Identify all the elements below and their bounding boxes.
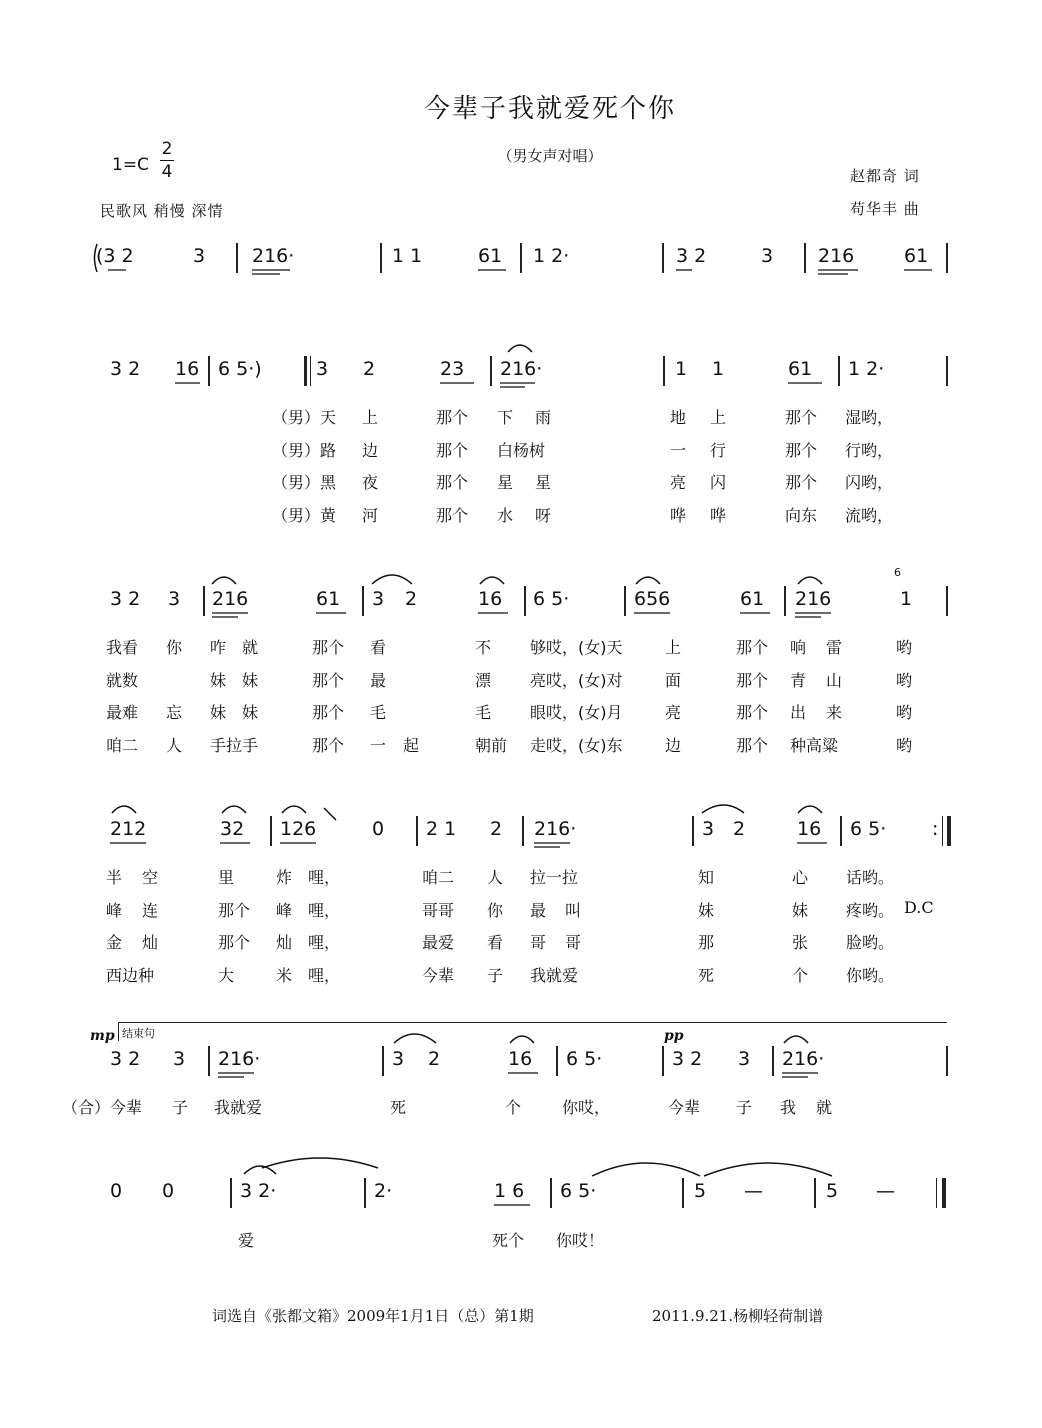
note-group: 1 6 bbox=[494, 1180, 525, 1202]
note-group: 1 bbox=[900, 588, 913, 610]
lyric: 那个 bbox=[312, 703, 345, 722]
lyric: 那个 bbox=[736, 638, 769, 657]
lyric: 咱二 bbox=[422, 868, 455, 887]
lyric: 那个 bbox=[436, 473, 469, 492]
lyric: 那个 bbox=[436, 408, 469, 427]
lyric: 亮 bbox=[665, 703, 682, 722]
lyric: 就 bbox=[816, 1098, 833, 1117]
lyric: 今辈 bbox=[422, 966, 455, 985]
lyric: 妹 bbox=[242, 703, 259, 722]
note-group: 5 bbox=[694, 1180, 707, 1202]
note-group: 16 bbox=[797, 818, 822, 840]
lyric: 峰 bbox=[276, 901, 293, 920]
note-group: 61 bbox=[904, 245, 929, 267]
note-group: 126 bbox=[280, 818, 317, 840]
note-group: 5 bbox=[826, 1180, 839, 1202]
lyric: 个 bbox=[792, 966, 809, 985]
lyric: 星 bbox=[535, 473, 552, 492]
lyric: 哟 bbox=[896, 703, 913, 722]
note-group: 61 bbox=[478, 245, 503, 267]
lyric: 子 bbox=[736, 1098, 753, 1117]
lyric: 闪 bbox=[710, 473, 727, 492]
lyric: 呀 bbox=[535, 506, 552, 525]
note-group: 212 bbox=[110, 818, 147, 840]
note-group: 216· bbox=[218, 1048, 261, 1070]
lyric: 夜 bbox=[362, 473, 379, 492]
lyric: 看 bbox=[487, 933, 504, 952]
note-group: 216· bbox=[500, 358, 543, 380]
lyric: 哟 bbox=[896, 671, 913, 690]
lyric: 你哟。 bbox=[846, 966, 895, 985]
lyric: 青 bbox=[790, 671, 807, 690]
lyric: 人 bbox=[487, 868, 504, 887]
lyric: 那 bbox=[698, 933, 715, 952]
grace-note: 6 bbox=[894, 566, 901, 579]
note-group: (3 2 bbox=[96, 245, 134, 267]
note-group: 1 2· bbox=[848, 358, 885, 380]
note-group: 6 5· bbox=[533, 588, 570, 610]
note-group: 3 bbox=[372, 588, 385, 610]
lyric: 雨 bbox=[535, 408, 552, 427]
note-group: 216· bbox=[534, 818, 577, 840]
lyric: 上 bbox=[665, 638, 682, 657]
note-group: 3 2 bbox=[672, 1048, 703, 1070]
note-group: 2 bbox=[405, 588, 418, 610]
lyric: 亮 bbox=[670, 473, 687, 492]
tempo-marking: 民歌风 稍慢 深情 bbox=[100, 202, 224, 220]
lyric: 咋 bbox=[210, 638, 227, 657]
note-group: 2· bbox=[374, 1180, 393, 1202]
lyric: 我看 bbox=[106, 638, 139, 657]
lyric: 那个 bbox=[218, 933, 251, 952]
time-signature-top: 2 bbox=[161, 139, 173, 159]
lyric: 那个 bbox=[436, 506, 469, 525]
lyric: 里 bbox=[218, 868, 235, 887]
lyric: 哩， bbox=[308, 933, 341, 952]
lyric: 子 bbox=[172, 1098, 189, 1117]
lyric: 哩， bbox=[308, 966, 341, 985]
lyric: 心 bbox=[792, 868, 809, 887]
lyric: 金 bbox=[106, 933, 123, 952]
key-signature: 1=C bbox=[112, 155, 149, 175]
footer-credit: 2011.9.21.杨柳轻荷制谱 bbox=[652, 1307, 824, 1325]
lyric: 河 bbox=[362, 506, 379, 525]
lyric: 今辈 bbox=[668, 1098, 701, 1117]
song-title: 今辈子我就爱死个你 bbox=[423, 94, 676, 124]
ending-label: 结束句 bbox=[122, 1027, 155, 1040]
lyric: 那个 bbox=[736, 736, 769, 755]
lyric: 哥哥 bbox=[422, 901, 455, 920]
note-group: 2 bbox=[428, 1048, 441, 1070]
lyric: 米 bbox=[276, 966, 293, 985]
lyric: 闪哟， bbox=[845, 473, 894, 492]
note-group: 3 bbox=[761, 245, 774, 267]
lyric: 毛 bbox=[370, 703, 387, 722]
dynamic-pp: pp bbox=[664, 1028, 684, 1044]
lyric: 白杨树 bbox=[497, 441, 546, 460]
lyric: 出 bbox=[790, 703, 807, 722]
lyric: （男）黄 bbox=[272, 506, 337, 525]
lyric: 忘 bbox=[166, 703, 183, 722]
lyric: （合）今辈 bbox=[62, 1098, 143, 1117]
note-group: 32 bbox=[220, 818, 245, 840]
lyric: 哟 bbox=[896, 638, 913, 657]
note-group: 3 bbox=[168, 588, 181, 610]
lyric: 我就爱 bbox=[214, 1098, 263, 1117]
lyric: 死 bbox=[390, 1098, 407, 1117]
lyric: 那个 bbox=[736, 703, 769, 722]
lyric: 起 bbox=[403, 736, 420, 755]
lyric: 湿哟， bbox=[845, 408, 894, 427]
note-group: 0 bbox=[110, 1180, 123, 1202]
note-group: 1 bbox=[712, 358, 725, 380]
lyric: 山 bbox=[826, 671, 843, 690]
lyric: 那个 bbox=[312, 736, 345, 755]
lyric: 妹 bbox=[210, 703, 227, 722]
lyric: 朝前 bbox=[475, 736, 508, 755]
lyric: 看 bbox=[370, 638, 387, 657]
note-group: 2 bbox=[363, 358, 376, 380]
lyric: 知 bbox=[698, 868, 715, 887]
lyric: 边 bbox=[362, 441, 379, 460]
note-group: 2 bbox=[490, 818, 503, 840]
lyric: 哗 bbox=[710, 506, 727, 525]
lyric: 最 bbox=[370, 671, 387, 690]
note-group: 2 bbox=[733, 818, 746, 840]
note-group: — bbox=[744, 1180, 763, 1202]
note-group: 6 5· bbox=[560, 1180, 597, 1202]
lyric: 峰 bbox=[106, 901, 123, 920]
note-group: 16 bbox=[175, 358, 200, 380]
lyric: 向东 bbox=[785, 506, 818, 525]
lyric: 上 bbox=[710, 408, 727, 427]
repeat-dots: : bbox=[932, 818, 939, 840]
lyric: 死 bbox=[698, 966, 715, 985]
note-group: 6 5·) bbox=[218, 358, 262, 380]
lyric: 西边种 bbox=[106, 966, 155, 985]
lyric: 来 bbox=[826, 703, 843, 722]
note-group: 3 bbox=[316, 358, 329, 380]
note-group: 3 2 bbox=[676, 245, 707, 267]
lyric: （男）路 bbox=[272, 441, 337, 460]
lyric: 那个 bbox=[312, 671, 345, 690]
lyric: 妹 bbox=[242, 671, 259, 690]
lyric: 个 bbox=[505, 1098, 522, 1117]
lyric: 毛 bbox=[475, 703, 492, 722]
note-group: 23 bbox=[440, 358, 465, 380]
lyric: 够哎，(女)天 bbox=[530, 638, 623, 657]
lyric: 话哟。 bbox=[846, 868, 895, 887]
note-group: 1 bbox=[675, 358, 688, 380]
lyric: 就数 bbox=[106, 671, 139, 690]
lyric: 眼哎，(女)月 bbox=[530, 703, 623, 722]
lyric: 哩， bbox=[308, 868, 341, 887]
note-group: 3 bbox=[173, 1048, 186, 1070]
lyric: 一 bbox=[670, 441, 687, 460]
lyric: 叫 bbox=[565, 901, 582, 920]
lyric: 妹 bbox=[210, 671, 227, 690]
lyric: 上 bbox=[362, 408, 379, 427]
lyric: 爱 bbox=[238, 1231, 255, 1250]
note-group: 3 2 bbox=[110, 1048, 141, 1070]
composer-credit: 苟华丰 曲 bbox=[850, 200, 920, 218]
lyric: （男）黑 bbox=[272, 473, 337, 492]
lyric: 行哟， bbox=[845, 441, 894, 460]
lyric: 水 bbox=[497, 506, 514, 525]
lyric: 咱二 bbox=[106, 736, 139, 755]
lyric: 那个 bbox=[785, 441, 818, 460]
lyric: 我 bbox=[780, 1098, 797, 1117]
note-group: 16 bbox=[478, 588, 503, 610]
lyric: 疼哟。 bbox=[846, 901, 895, 920]
lyric: 那个 bbox=[218, 901, 251, 920]
lyric: 最难 bbox=[106, 703, 139, 722]
lyric: 流哟， bbox=[845, 506, 894, 525]
note-group: 3 bbox=[193, 245, 206, 267]
lyric: 连 bbox=[142, 901, 159, 920]
lyricist-credit: 赵都奇 词 bbox=[850, 167, 920, 185]
note-group: 0 bbox=[162, 1180, 175, 1202]
lyric: 漂 bbox=[475, 671, 492, 690]
lyric: 不 bbox=[475, 638, 492, 657]
note-group: 16 bbox=[508, 1048, 533, 1070]
note-group: 61 bbox=[788, 358, 813, 380]
lyric: 大 bbox=[218, 966, 235, 985]
note-group: 216 bbox=[212, 588, 249, 610]
lyric: 哥 bbox=[530, 933, 547, 952]
song-subtitle: （男女声对唱） bbox=[497, 147, 603, 165]
lyric: 妹 bbox=[698, 901, 715, 920]
lyric: 死个 bbox=[492, 1231, 525, 1250]
lyric: 哗 bbox=[670, 506, 687, 525]
lyric: 人 bbox=[166, 736, 183, 755]
lyric: 你哎！ bbox=[556, 1231, 605, 1250]
footer-source: 词选自《张都文箱》2009年1月1日（总）第1期 bbox=[212, 1307, 534, 1325]
lyric: 响 bbox=[790, 638, 807, 657]
note-group: 216· bbox=[782, 1048, 825, 1070]
lyric: 那个 bbox=[736, 671, 769, 690]
lyric: 走哎，(女)东 bbox=[530, 736, 623, 755]
note-group: 3 2 bbox=[110, 588, 141, 610]
lyric: 一 bbox=[370, 736, 387, 755]
lyric: 你 bbox=[166, 638, 183, 657]
lyric: 下 bbox=[497, 408, 514, 427]
note-group: 6 5· bbox=[850, 818, 887, 840]
lyric: 面 bbox=[665, 671, 682, 690]
note-group: 3 2· bbox=[240, 1180, 277, 1202]
note-group: 6 5· bbox=[566, 1048, 603, 1070]
note-group: 216· bbox=[252, 245, 295, 267]
lyric: 那个 bbox=[436, 441, 469, 460]
lyric: 灿 bbox=[142, 933, 159, 952]
lyric: 你 bbox=[487, 901, 504, 920]
time-signature-bottom: 4 bbox=[161, 162, 173, 182]
dynamic-mp: mp bbox=[90, 1028, 115, 1044]
note-group: 61 bbox=[316, 588, 341, 610]
lyric: 最 bbox=[530, 901, 547, 920]
lyric: 你哎， bbox=[562, 1098, 611, 1117]
note-group: 3 bbox=[738, 1048, 751, 1070]
note-group: 1 1 bbox=[392, 245, 423, 267]
lyric: 空 bbox=[142, 868, 159, 887]
lyric: 妹 bbox=[792, 901, 809, 920]
lyric: 雷 bbox=[826, 638, 843, 657]
lyric: 那个 bbox=[785, 473, 818, 492]
lyric: 那个 bbox=[785, 408, 818, 427]
lyric: 张 bbox=[792, 933, 809, 952]
note-group: 3 2 bbox=[110, 358, 141, 380]
lyric: 边 bbox=[665, 736, 682, 755]
lyric: 半 bbox=[106, 868, 123, 887]
note-group: 0 bbox=[372, 818, 385, 840]
lyric: 哩， bbox=[308, 901, 341, 920]
lyric: 炸 bbox=[276, 868, 293, 887]
lyric: 脸哟。 bbox=[846, 933, 895, 952]
lyric: （男）天 bbox=[272, 408, 337, 427]
lyric: 就 bbox=[242, 638, 259, 657]
lyric: 哟 bbox=[896, 736, 913, 755]
note-group: 3 bbox=[392, 1048, 405, 1070]
note-group: 656 bbox=[634, 588, 671, 610]
note-group: 3 bbox=[702, 818, 715, 840]
lyric: 地 bbox=[670, 408, 687, 427]
note-group: 216 bbox=[795, 588, 832, 610]
lyric: 灿 bbox=[276, 933, 293, 952]
note-group: 216 bbox=[818, 245, 855, 267]
dc-marker: D.C bbox=[904, 898, 934, 917]
lyric: 哥 bbox=[565, 933, 582, 952]
note-group: 2 1 bbox=[426, 818, 457, 840]
lyric: 最爱 bbox=[422, 933, 455, 952]
lyric: 亮哎，(女)对 bbox=[530, 671, 623, 690]
lyric: 种高粱 bbox=[790, 736, 839, 755]
lyric: 子 bbox=[487, 966, 504, 985]
note-group: 61 bbox=[740, 588, 765, 610]
note-group: 1 2· bbox=[533, 245, 570, 267]
lyric: 星 bbox=[497, 473, 514, 492]
lyric: 我就爱 bbox=[530, 966, 579, 985]
lyric: 拉一拉 bbox=[530, 868, 579, 887]
lyric: 行 bbox=[710, 441, 727, 460]
note-group: — bbox=[876, 1180, 895, 1202]
lyric: 手拉手 bbox=[210, 736, 259, 755]
lyric: 那个 bbox=[312, 638, 345, 657]
